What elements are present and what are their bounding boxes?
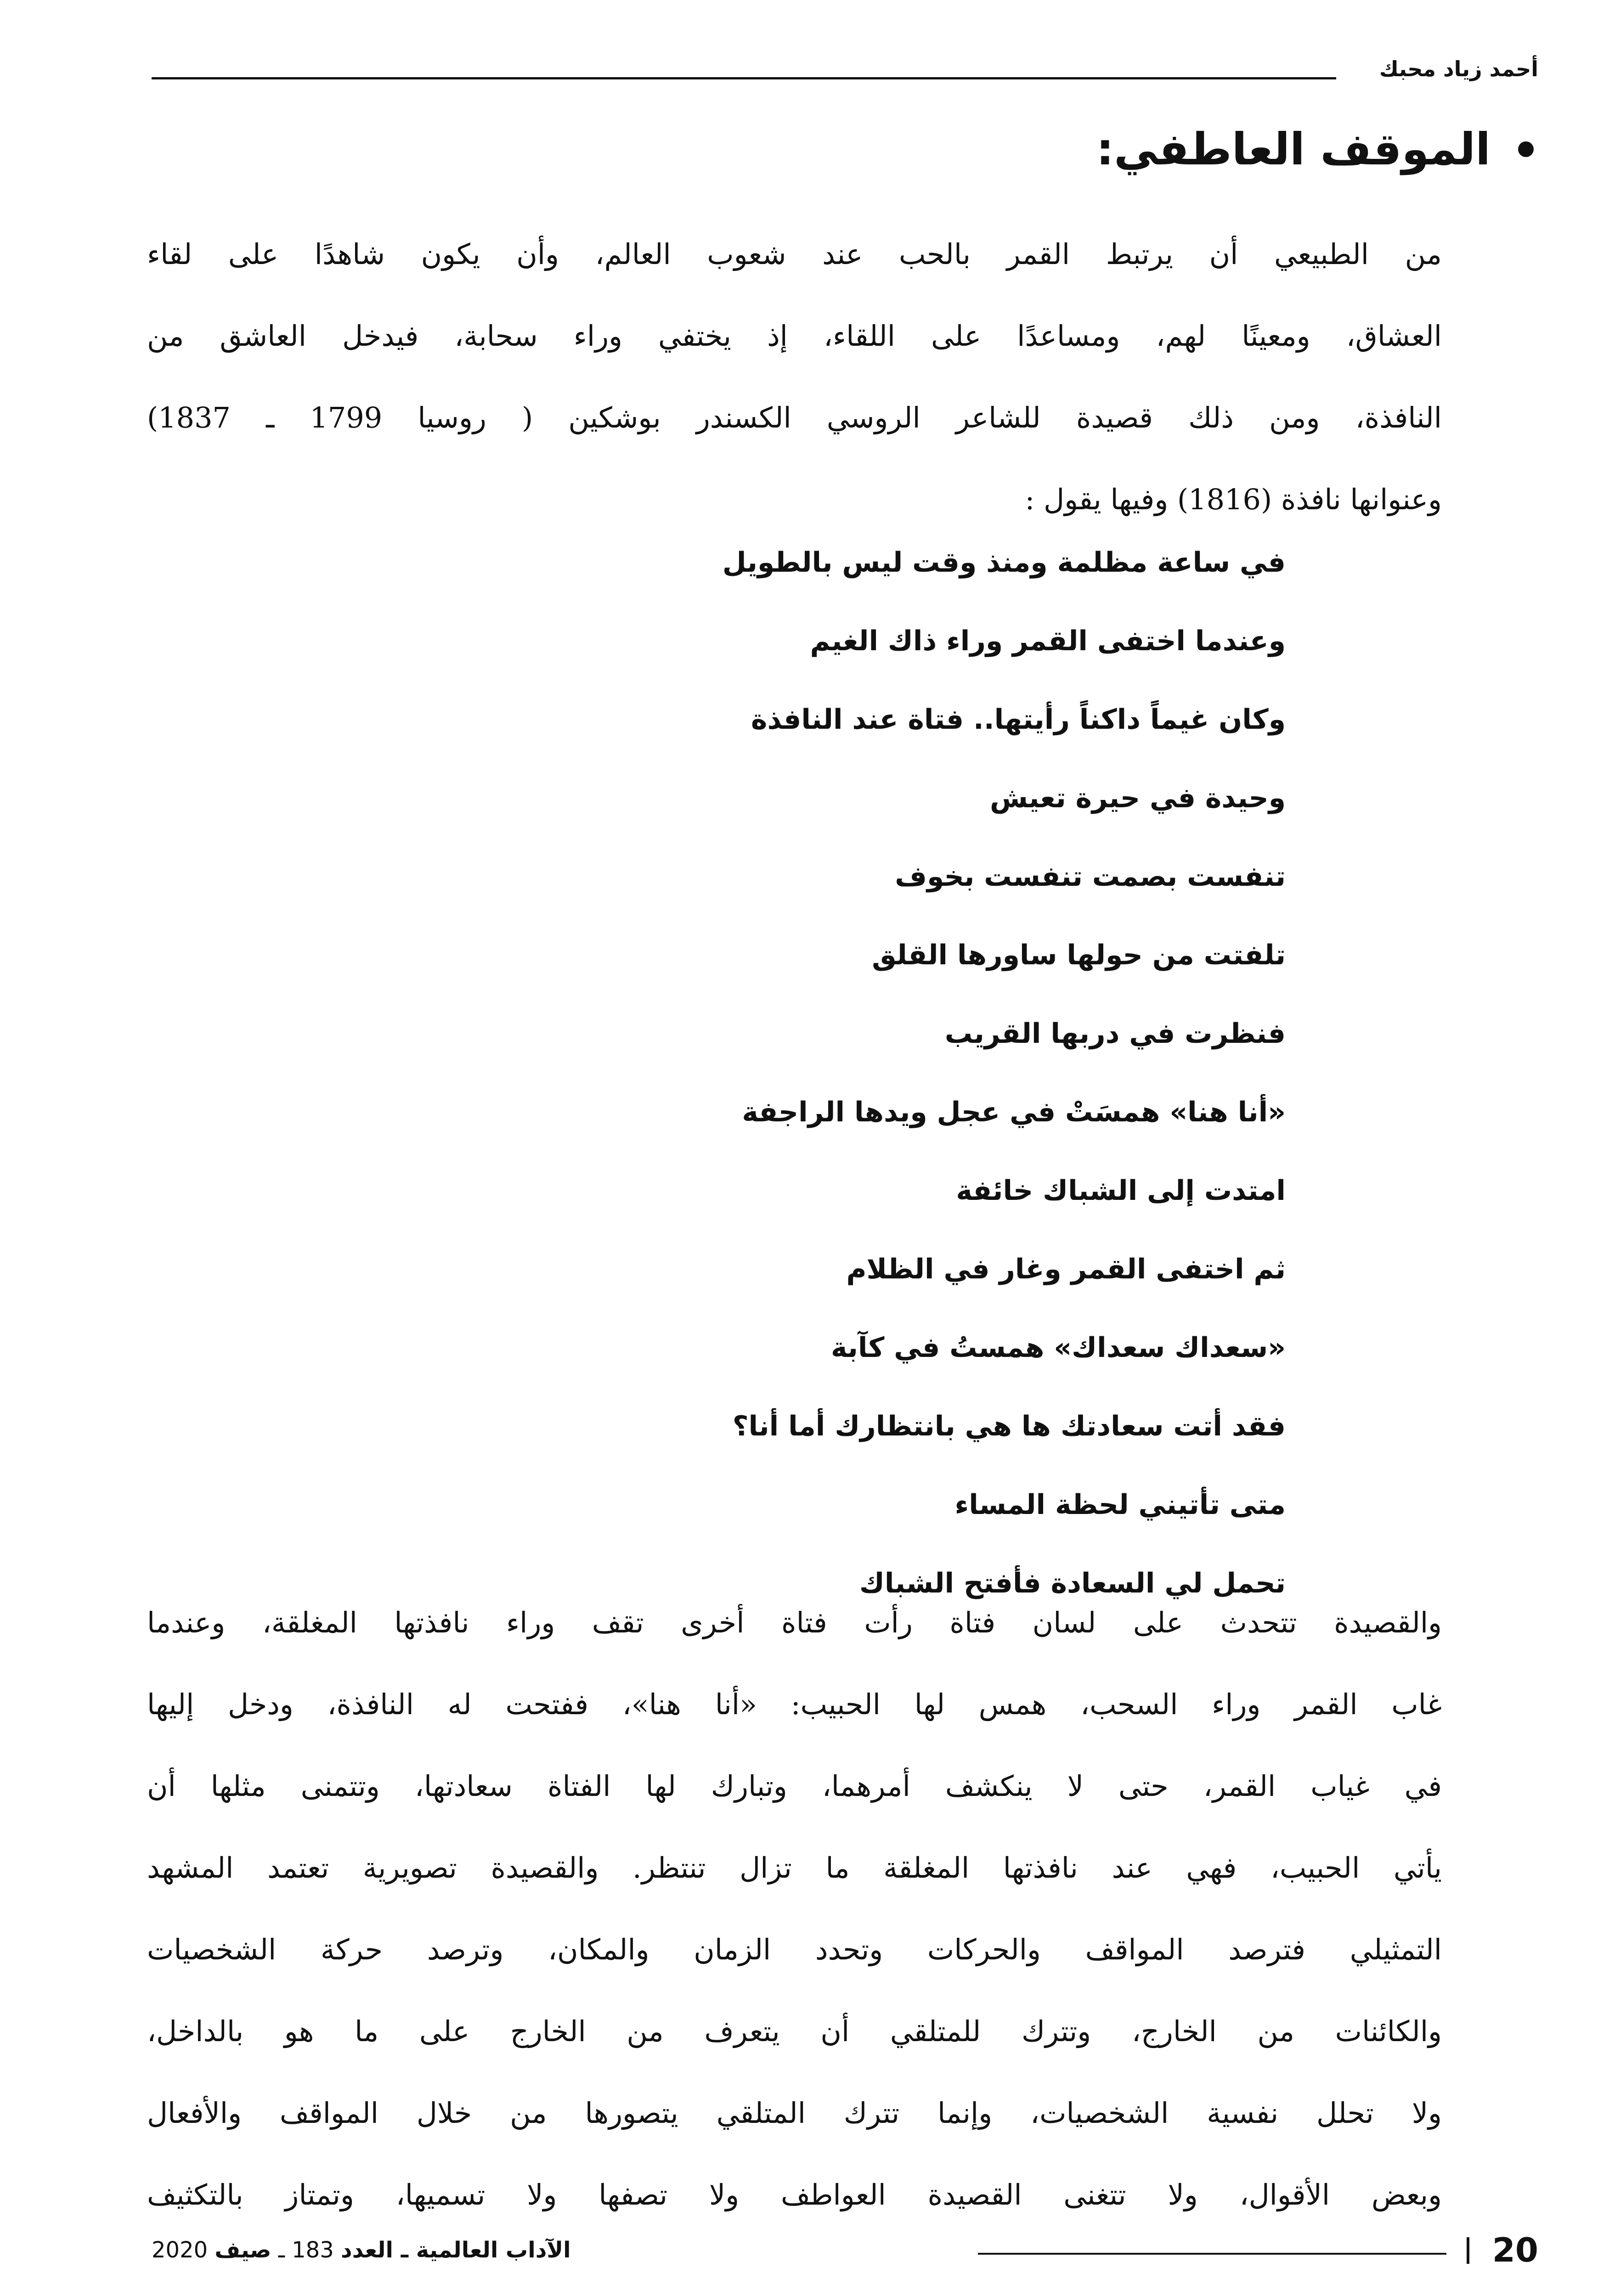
paragraph-line: النافذة، ومن ذلك قصيدة للشاعر الروسي الكسندر بوشكين ( روسيا 1799 ـ 1837) (147, 401, 1442, 434)
page-number: 20 (1492, 2231, 1538, 2269)
poem-line: وكان غيماً داكناً رأيتها.. فتاة عند النافذة (751, 703, 1286, 736)
poem-line: في ساعة مظلمة ومنذ وقت ليس بالطويل (722, 546, 1286, 579)
poem (505, 523, 1286, 1623)
poem-line: تحمل لي السعادة فأفتح الشباك (859, 1567, 1286, 1599)
running-footer (152, 2227, 1538, 2273)
paragraph-line: غاب القمر وراء السحب، همس لها الحبيب: «أنا هنا»، ففتحت له النافذة، ودخل إليها (147, 1688, 1442, 1721)
intro-paragraph (147, 214, 1442, 540)
footer-separator (1467, 2237, 1469, 2264)
issue-number: 183 ـ (271, 2237, 341, 2263)
paragraph-line: وعنوانها نافذة (1816) وفيها يقول : (1025, 483, 1442, 516)
section-title: الموقف العاطفي: (1096, 124, 1491, 175)
journal-citation (152, 2232, 571, 2268)
poem-line: «أنا هنا» همسَتْ في عجل ويدها الراجفة (742, 1096, 1286, 1128)
poem-line: تلفتت من حولها ساورها القلق (872, 939, 1286, 971)
issue-year: 2020 (152, 2237, 215, 2263)
poem-line: «سعداك سعداك» همستُ في كآبة (831, 1332, 1286, 1364)
paragraph-line: التمثيلي فترصد المواقف والحركات وتحدد الزمان والمكان، وترصد حركة الشخصيات (147, 1933, 1442, 1966)
paragraph-line: في غياب القمر، حتى لا ينكشف أمرهما، وتبارك لها الفتاة سعادتها، وتتمنى مثلها أن (147, 1769, 1442, 1803)
journal-title: الآداب العالمية ـ العدد (341, 2237, 571, 2263)
paragraph-line: ولا تحلل نفسية الشخصيات، وإنما تترك المتلقي يتصورها من خلال المواقف والأفعال (147, 2096, 1442, 2130)
paragraph-line: من الطبيعي أن يرتبط القمر بالحب عند شعوب العالم، وأن يكون شاهدًا على لقاء (147, 237, 1442, 271)
running-header (152, 55, 1538, 92)
author-name: أحمد زياد محبك (1379, 56, 1538, 81)
bullet-icon (1518, 141, 1534, 157)
paragraph-line: والكائنات من الخارج، وتترك للمتلقي أن يتعرف من الخارج على ما هو بالداخل، (147, 2015, 1442, 2048)
poem-line: وعندما اختفى القمر وراء ذاك الغيم (810, 625, 1286, 657)
poem-line: تنفست بصمت تنفست بخوف (895, 861, 1286, 893)
poem-line: فنظرت في دربها القريب (944, 1018, 1286, 1050)
paragraph-line: والقصيدة تتحدث على لسان فتاة رأت فتاة أخرى تقف وراء نافذتها المغلقة، وعندما (147, 1606, 1442, 1639)
poem-line: ثم اختفى القمر وغار في الظلام (846, 1253, 1286, 1285)
paragraph-line: يأتي الحبيب، فهي عند نافذتها المغلقة ما تزال تنتظر. والقصيدة تصويرية تعتمد المشهد (147, 1851, 1442, 1885)
footer-rule (978, 2253, 1446, 2255)
poem-line: وحيدة في حيرة تعيش (990, 782, 1286, 814)
poem-line: امتدت إلى الشباك خائفة (956, 1175, 1286, 1207)
analysis-paragraph (147, 1582, 1442, 2236)
section-heading (1096, 119, 1534, 179)
issue-season: صيف (215, 2237, 271, 2263)
header-rule (152, 77, 1336, 79)
poem-line: متى تأتيني لحظة المساء (954, 1489, 1286, 1521)
paragraph-line: وبعض الأقوال، ولا تتغنى القصيدة العواطف ولا تصفها ولا تسميها، وتمتاز بالتكثيف (147, 2178, 1442, 2212)
paragraph-line: العشاق، ومعينًا لهم، ومساعدًا على اللقاء، إذ يختفي وراء سحابة، فيدخل العاشق من (147, 319, 1442, 353)
poem-line: فقد أتت سعادتك ها هي بانتظارك أما أنا؟ (732, 1410, 1286, 1442)
